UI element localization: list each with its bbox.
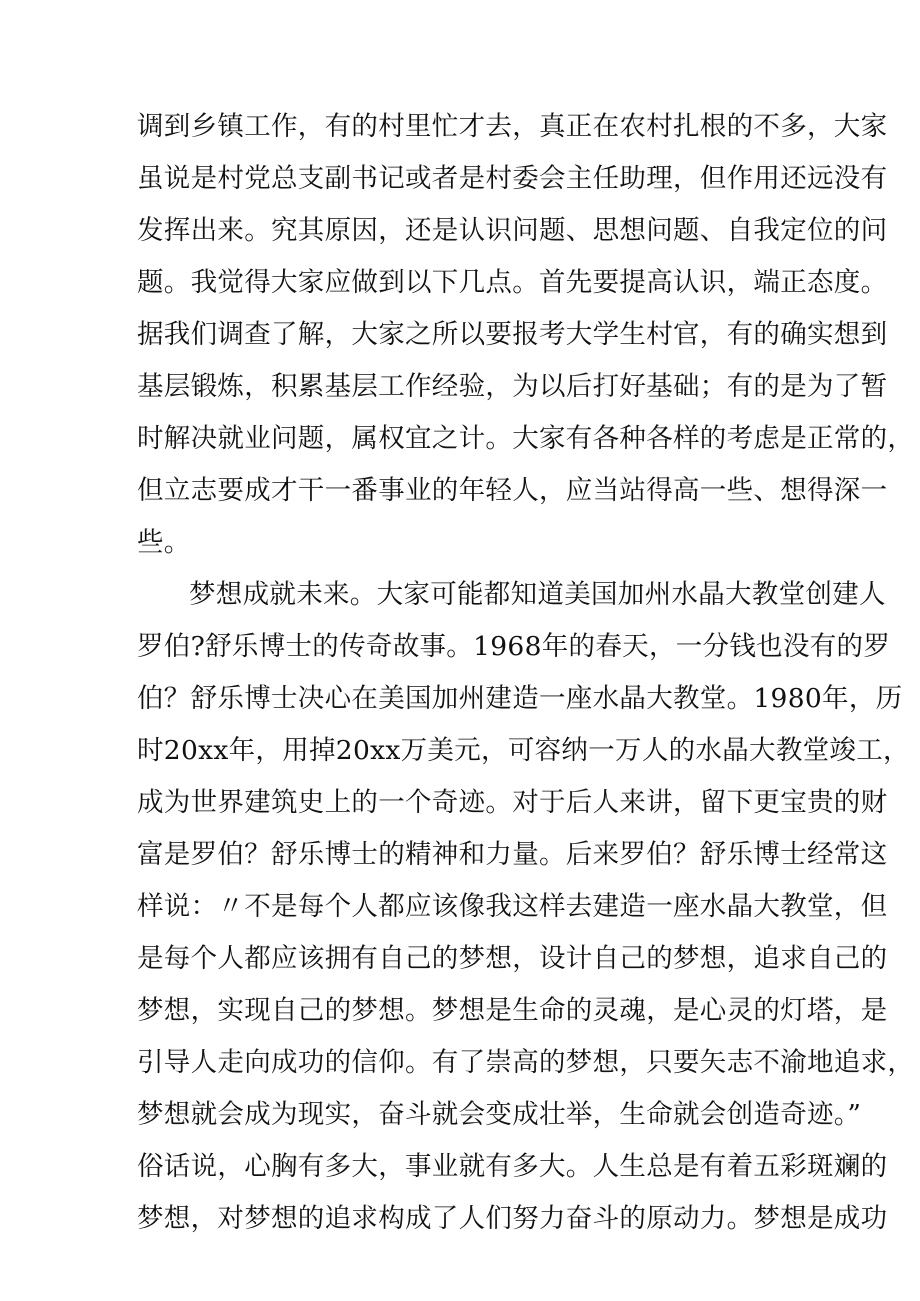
- text-line: 据我们调查了解，大家之所以要报考大学生村官，有的确实想到: [137, 319, 888, 350]
- text-line: 罗伯?舒乐博士的传奇故事。1968年的春天，一分钱也没有的罗: [137, 631, 891, 662]
- text-line: 时20xx年，用掉20xx万美元，可容纳一万人的水晶大教堂竣工，: [137, 735, 910, 766]
- text-line: 成为世界建筑史上的一个奇迹。对于后人来讲，留下更宝贵的财: [137, 787, 888, 818]
- text-line: 伯？舒乐博士决心在美国加州建造一座水晶大教堂。1980年，历: [137, 683, 903, 714]
- text-line: 富是罗伯？舒乐博士的精神和力量。后来罗伯？舒乐博士经常这: [137, 839, 888, 870]
- text-line: 些。: [137, 527, 191, 558]
- text-line: 是每个人都应该拥有自己的梦想，设计自己的梦想，追求自己的: [137, 943, 888, 974]
- text-line: 时解决就业问题，属权宜之计。大家有各种各样的考虑是正常的，: [137, 423, 915, 454]
- text-line: 虽说是村党总支副书记或者是村委会主任助理，但作用还远没有: [137, 163, 888, 194]
- text-line: 基层锻炼，积累基层工作经验，为以后打好基础；有的是为了暂: [137, 371, 888, 402]
- text-line: 梦想就会成为现实，奋斗就会变成壮举，生命就会创造奇迹。”: [137, 1099, 862, 1130]
- text-line: 引导人走向成功的信仰。有了崇高的梦想，只要矢志不渝地追求，: [137, 1047, 915, 1078]
- text-line: 题。我觉得大家应做到以下几点。首先要提高认识，端正态度。: [137, 267, 888, 298]
- text-line: 样说：〃不是每个人都应该像我这样去建造一座水晶大教堂，但: [137, 891, 888, 922]
- text-line: 发挥出来。究其原因，还是认识问题、思想问题、自我定位的问: [137, 215, 888, 246]
- paragraph-first-line: 梦想成就未来。大家可能都知道美国加州水晶大教堂创建人: [189, 579, 886, 610]
- text-line: 调到乡镇工作，有的村里忙才去，真正在农村扎根的不多，大家: [137, 111, 888, 142]
- text-line: 梦想，实现自己的梦想。梦想是生命的灵魂，是心灵的灯塔，是: [137, 995, 888, 1026]
- text-line: 梦想，对梦想的追求构成了人们努力奋斗的原动力。梦想是成功: [137, 1203, 888, 1234]
- text-line: 但立志要成才干一番事业的年轻人，应当站得高一些、想得深一: [137, 475, 888, 506]
- text-line: 俗话说，心胸有多大，事业就有多大。人生总是有着五彩斑斓的: [137, 1151, 888, 1182]
